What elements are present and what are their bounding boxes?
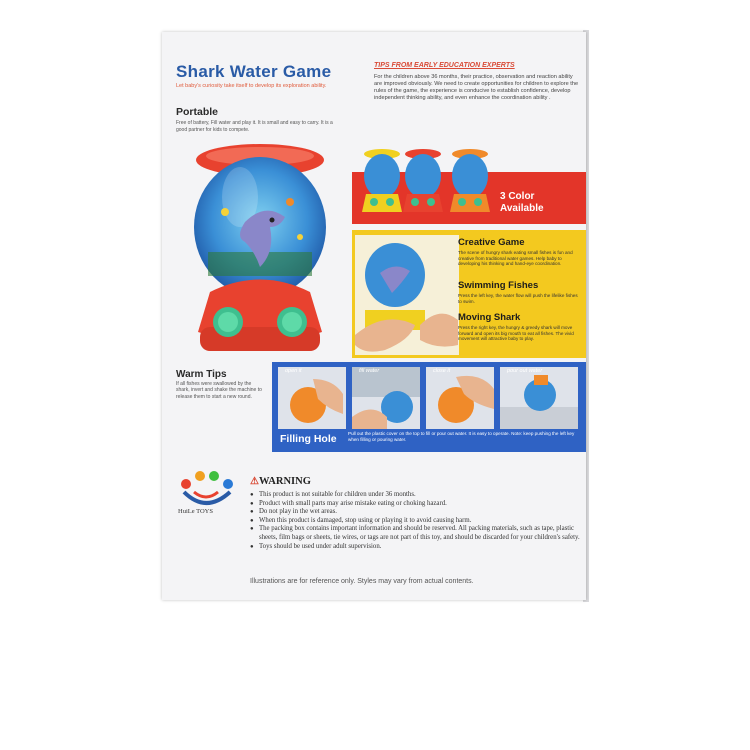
color-available-label: 3 Color Available (500, 191, 544, 214)
portable-heading: Portable (176, 106, 219, 118)
warning-item: ● Product with small parts may arise mistake eating or choking hazard. (250, 500, 580, 509)
warm-tips-text: If all fishes were swallowed by the shark, invert and shake the machine to release them to start a new round. (176, 381, 262, 400)
feature-moving-shark-heading: Moving Shark (458, 312, 521, 323)
feature-swimming-fishes-text: Press the left key, the water flow will push the lifelike fishes to swim. (458, 293, 578, 304)
warning-item: ● When this product is damaged, stop using or playing it to avoid causing harm. (250, 517, 580, 526)
step-close-photo (426, 367, 494, 429)
feature-creative-game-text: The scene of hungry shark eating small fishes is fun and creative from traditional water games. Help baby to developing his thinking and hand-eye coordination. (458, 250, 573, 267)
step-open-photo (278, 367, 346, 429)
step-open-label: open it (285, 368, 302, 374)
shark-water-game-toy-image (190, 142, 330, 357)
filling-hole-text: Pull out the plastic cover on the top to fill or pour out water. It is easy to operate. Note: keep pushing the left key when filling or pouring water. (348, 431, 575, 442)
brand-name: HuiLe TOYS (178, 508, 213, 515)
tips-text: For the children above 36 months, their practice, observation and reaction ability are improved obviously. We need to create opportunities for children to explore the rules of the game, the experience is conducive to establish confidence, develop independent thinking ability, and even enhance the coordination ability . (374, 74, 579, 101)
toy-variant-red-image (403, 148, 443, 216)
hand-playing-toy-image (355, 235, 459, 355)
step-fill-photo (352, 367, 420, 429)
feature-moving-shark-text: Press the right key, the hungry & greedy shark will move forward and open its big mouth to eat all fishes. The vivid movement will attractive baby to play. (458, 325, 574, 342)
warning-triangle-icon: ⚠ (250, 476, 259, 487)
product-title: Shark Water Game (176, 62, 332, 81)
warning-item: ● Do not play in the wet areas. (250, 508, 580, 517)
warning-heading-text: WARNING (258, 476, 311, 487)
feature-swimming-fishes-heading: Swimming Fishes (458, 280, 539, 291)
toy-variant-yellow-image (362, 148, 402, 216)
warning-list (250, 491, 580, 551)
warning-item: ● Toys should be used under adult supervision. (250, 543, 580, 552)
step-pour-label: pour out water (507, 368, 543, 374)
feature-creative-game-heading: Creative Game (458, 237, 525, 248)
step-pour-photo (500, 367, 578, 429)
product-box-back (162, 32, 586, 600)
step-close-label: close it (433, 368, 451, 374)
step-fill-label: fill water (359, 368, 380, 374)
warning-item: ● The packing box contains important information and should be reserved. All packing materials, such as tape, plastic sheets, film bags or sheets, tie wires, or tags are not part of this toy, and should be discarded for your children's safety. (250, 525, 580, 542)
product-subtitle: Let baby's curiosity take itself to develop its exploration ability. (176, 83, 327, 89)
disclaimer-footer: Illustrations are for reference only. Styles may vary from actual contents. (250, 578, 474, 585)
warm-tips-heading: Warm Tips (176, 369, 227, 380)
warning-item: ● This product is not suitable for children under 36 months. (250, 491, 580, 500)
warning-heading (250, 476, 311, 487)
toy-variant-orange-image (450, 148, 490, 216)
filling-hole-heading: Filling Hole (280, 433, 337, 445)
portable-text: Free of battery, Fill water and play it. It is small and easy to carry. It is a good partner for kids to compete. (176, 120, 333, 133)
tips-heading: TIPS FROM EARLY EDUCATION EXPERTS (374, 62, 515, 69)
